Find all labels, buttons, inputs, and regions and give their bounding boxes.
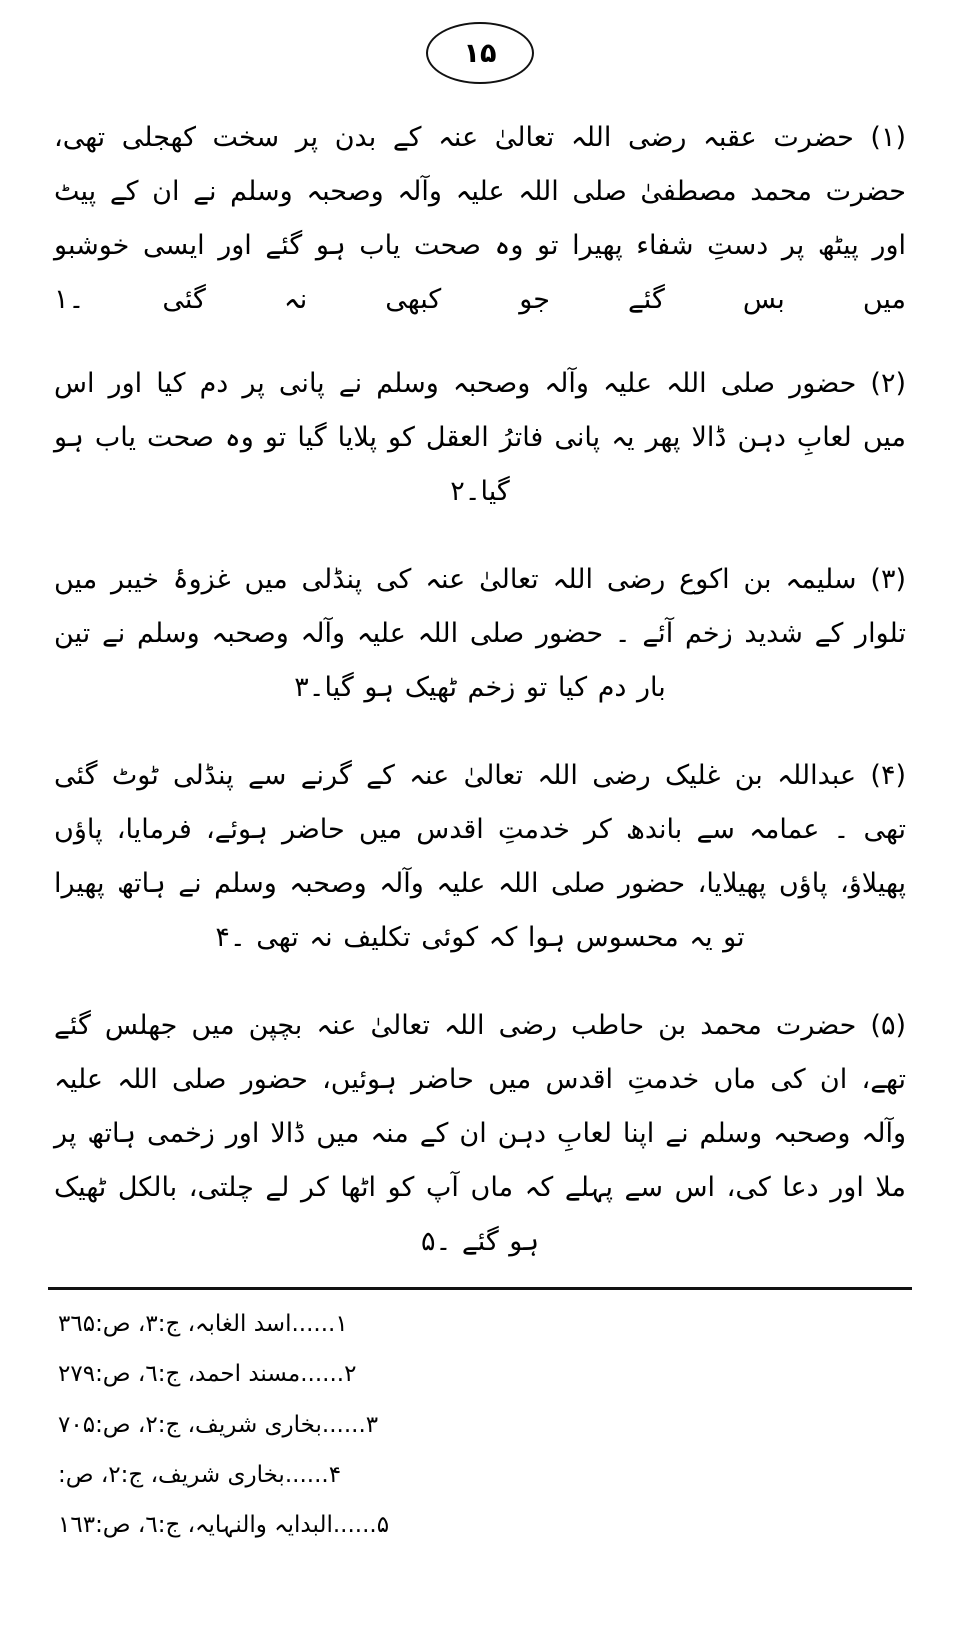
page-number: ١۵ bbox=[426, 22, 534, 84]
footnote-dots: ...... bbox=[291, 1311, 336, 1337]
footnote-item bbox=[58, 1304, 912, 1344]
footnote-text: اسد الغابہ، ج:٣، ص:٣٦۵ bbox=[58, 1311, 292, 1337]
footnote-dots: ...... bbox=[284, 1461, 329, 1488]
paragraph-3: (٣) سلیمہ بن اکوع رضی اللہ تعالیٰ عنہ کی پنڈلی میں غزوۂ خیبر میں تلوار کے شدید زخم آئے ۔ حضور صلی اللہ علیہ وآلہ وصحبہ وسلم نے تین بار دم کیا تو زخم ٹھیک ہو گیا۔٣ bbox=[54, 564, 906, 703]
body-text bbox=[48, 111, 912, 1269]
footnote-text: مسند احمد، ج:٦، ص:٢٧٩ bbox=[58, 1361, 301, 1388]
paragraph-2: (٢) حضور صلی اللہ علیہ وآلہ وصحبہ وسلم نے پانی پر دم کیا اور اس میں لعابِ دہن ڈالا پھر یہ پانی فاترُ العقل کو پلایا گیا تو وہ صحت یاب ہو گیا۔٢ bbox=[54, 368, 906, 507]
footnote-marker: ۴ bbox=[328, 1461, 342, 1488]
paragraph-5: (۵) حضرت محمد بن حاطب رضی اللہ تعالیٰ عنہ بچپن میں جھلس گئے تھے، ان کی ماں خدمتِ اقدس میں حاضر ہوئیں، حضور صلی اللہ علیہ وآلہ وصحبہ وسلم نے اپنا لعابِ دہن ان کے منہ میں ڈالا اور زخمی ہاتھ پر ملا اور دعا کی، اس سے پہلے کہ ماں آپ کو اٹھا کر لے چلتی، بالکل ٹھیک ہو گئے ۔۵ bbox=[54, 1010, 906, 1257]
footnote-dots: ...... bbox=[321, 1411, 366, 1438]
footnote-item bbox=[58, 1354, 912, 1394]
footnote-marker: ٣ bbox=[365, 1411, 379, 1438]
footnote-text: البدایہ والنہایہ، ج:٦، ص:١٦٣ bbox=[58, 1512, 333, 1538]
footnote-item bbox=[58, 1455, 912, 1495]
footnote-marker: ۵ bbox=[376, 1512, 390, 1538]
paragraph-4: (۴) عبداللہ بن غلیک رضی اللہ تعالیٰ عنہ کے گرنے سے پنڈلی ٹوٹ گئی تھی ۔ عمامہ سے باندھ کر خدمتِ اقدس میں حاضر ہوئے، فرمایا، پاؤں پھیلاؤ، پاؤں پھیلایا، حضور صلی اللہ علیہ وآلہ وصحبہ وسلم نے ہاتھ پھیرا تو یہ محسوس ہوا کہ کوئی تکلیف نہ تھی ۔۴ bbox=[54, 760, 906, 953]
footnote-dots: ...... bbox=[300, 1361, 345, 1388]
footnote-text: بخاری شریف، ج:٢، ص: bbox=[58, 1461, 285, 1488]
footnote-list bbox=[48, 1304, 912, 1545]
paragraph-1: (١) حضرت عقبہ رضی اللہ تعالیٰ عنہ کے بدن پر سخت کھجلی تھی، حضرت محمد مصطفیٰ صلی اللہ علیہ وآلہ وصحبہ وسلم نے ان کے پیٹ اور پیٹھ پر دستِ شفاء پھیرا تو وہ صحت یاب ہو گئے اور ایسی خوشبو میں بس گئے جو کبھی نہ گئی ۔١ bbox=[54, 122, 906, 315]
footnote-marker: ١ bbox=[335, 1311, 348, 1337]
footnote-item bbox=[58, 1405, 912, 1445]
footnote-divider bbox=[48, 1287, 912, 1290]
page-number-container bbox=[48, 0, 912, 84]
footnote-dots: ...... bbox=[332, 1512, 377, 1538]
footnote-text: بخاری شریف، ج:٢، ص:٧٠۵ bbox=[58, 1411, 322, 1438]
footnote-marker: ٢ bbox=[344, 1361, 357, 1388]
footnote-item bbox=[58, 1505, 912, 1545]
